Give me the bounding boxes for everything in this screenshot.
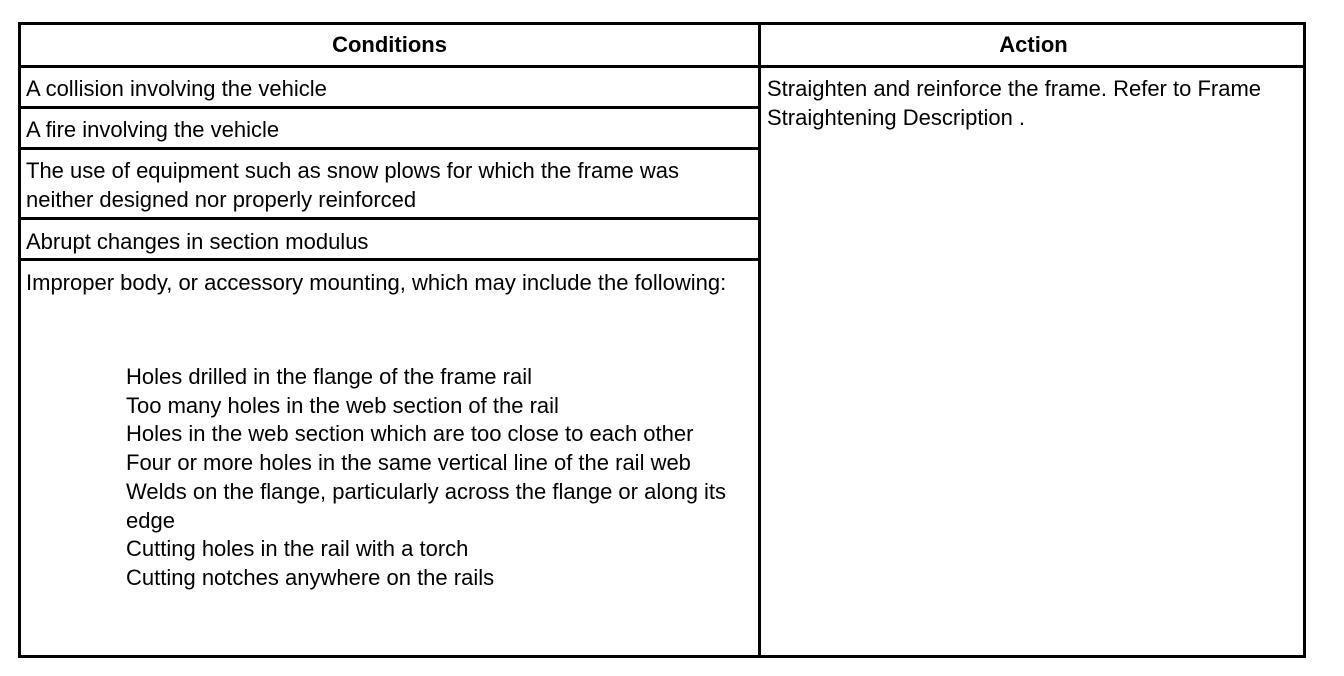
header-action: Action (999, 32, 1068, 57)
row-divider (21, 147, 758, 150)
list-item: Holes in the web section which are too close to each other (126, 421, 694, 447)
condition-fire: A fire involving the vehicle (26, 117, 280, 142)
list-item: Four or more holes in the same vertical line of the rail web (126, 450, 691, 476)
condition-improper-mounting: Improper body, or accessory mounting, which may include the following: (26, 270, 727, 295)
list-item: Holes drilled in the flange of the frame rail (126, 364, 532, 389)
list-item: Cutting notches anywhere on the rails (126, 564, 495, 590)
header-divider (21, 65, 1303, 68)
mounting-issues-list (126, 363, 746, 593)
condition-section-modulus: Abrupt changes in section modulus (26, 229, 369, 254)
column-divider (758, 25, 761, 655)
action-text: Straighten and reinforce the frame. Refer to Frame Straightening Description . (767, 76, 1262, 130)
list-item: Welds on the flange, particularly across the flange or along its edge (126, 478, 727, 533)
condition-equipment: The use of equipment such as snow plows for which the frame was neither designed nor properly reinforced (26, 158, 679, 212)
row-divider (21, 106, 758, 109)
row-divider (21, 258, 758, 261)
list-item: Cutting holes in the rail with a torch (126, 536, 469, 562)
list-item: Too many holes in the web section of the rail (126, 392, 559, 418)
header-conditions: Conditions (332, 32, 447, 57)
condition-collision: A collision involving the vehicle (26, 76, 327, 101)
row-divider (21, 217, 758, 220)
conditions-action-table (18, 22, 1306, 658)
